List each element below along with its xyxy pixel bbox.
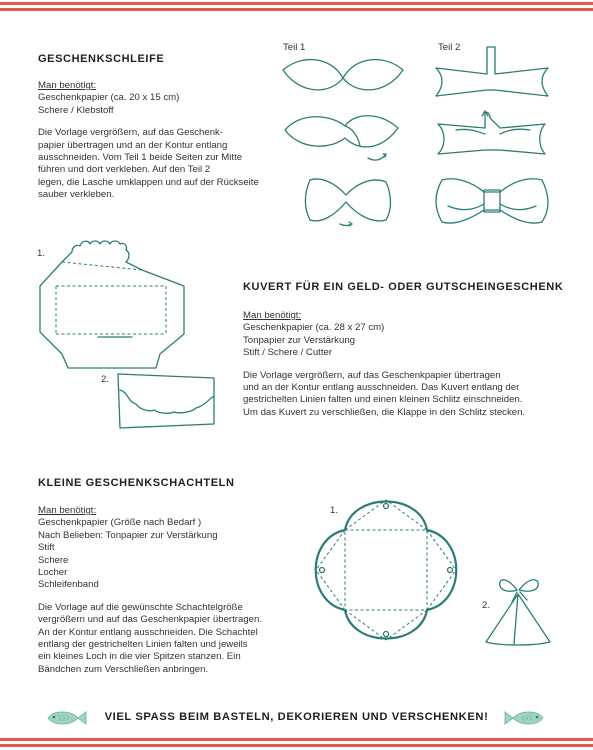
- instruction-line: und an der Kontur entlang ausschneiden. Das Kuvert entlang der: [243, 382, 520, 394]
- boxes-step1: 1.: [330, 505, 339, 516]
- envelope-step1: 1.: [37, 248, 46, 259]
- instruction-line: ein kleines Loch in die vier Spitzen stanzen. Ein: [38, 651, 241, 663]
- instruction-line: Bändchen zum Verschließen anbringen.: [38, 663, 209, 675]
- envelope-material: Tonpapier zur Verstärkung: [243, 334, 355, 346]
- instruction-line: An der Kontur entlang ausschneiden. Die Schachtel: [38, 626, 258, 638]
- boxes-material: Schere: [38, 554, 69, 566]
- instruction-line: vergrößern und auf das Geschenkpapier übertragen.: [38, 614, 262, 626]
- instruction-line: ausschneiden. Vom Teil 1 beide Seiten zur Mitte: [38, 152, 243, 164]
- boxes-need-label: Man benötigt:: [38, 505, 97, 516]
- instruction-line: führen und dort verkleben. Auf den Teil 2: [38, 164, 211, 176]
- bow-part1-label: Teil 1: [283, 42, 306, 53]
- footer-text: VIEL SPASS BEIM BASTELN, DEKORIEREN UND VERSCHENKEN!: [104, 711, 489, 723]
- instruction-line: legen, die Lasche umklappen und auf der Rückseite: [38, 176, 259, 188]
- bow-part2-label: Teil 2: [438, 42, 461, 53]
- bottom-stripe-2: [0, 744, 593, 747]
- instruction-line: gestrichelten Linien falten und einen kleinen Schlitz einschneiden.: [243, 394, 523, 406]
- bottom-stripe: [0, 738, 593, 741]
- boxes-material: Nach Belieben: Tonpapier zur Verstärkung: [38, 529, 218, 541]
- boxes-material: Stift: [38, 542, 55, 554]
- envelope-need-label: Man benötigt:: [243, 310, 302, 321]
- boxes-material: Schleifenband: [38, 579, 99, 591]
- instruction-line: entlang der gestrichelten Linien falten und jeweils: [38, 639, 248, 651]
- instruction-line: Die Vorlage vergrößern, auf das Geschenk-: [38, 127, 224, 139]
- boxes-title: KLEINE GESCHENKSCHACHTELN: [38, 477, 235, 489]
- bow-material: Schere / Klebstoff: [38, 104, 114, 116]
- boxes-step2: 2.: [482, 600, 491, 611]
- bow-title: GESCHENKSCHLEIFE: [38, 53, 165, 65]
- instruction-line: Die Vorlage auf die gewünschte Schachtelgröße: [38, 601, 243, 613]
- envelope-material: Stift / Schere / Cutter: [243, 347, 333, 359]
- instruction-line: papier übertragen und an der Kontur entlang: [38, 139, 228, 151]
- instruction-line: Um das Kuvert zu verschließen, die Klappe in den Schlitz stecken.: [243, 406, 526, 418]
- bow-need-label: Man benötigt:: [38, 80, 97, 91]
- fish-icon-right: [503, 708, 547, 728]
- boxes-material: Locher: [38, 567, 68, 579]
- instruction-line: sauber verkleben.: [38, 189, 115, 201]
- envelope-title: KUVERT FÜR EIN GELD- ODER GUTSCHEINGESCHENK: [243, 281, 564, 293]
- instruction-line: Die Vorlage vergrößern, auf das Geschenkpapier übertragen: [243, 369, 501, 381]
- envelope-step2: 2.: [101, 374, 110, 385]
- bow-material: Geschenkpapier (ca. 20 x 15 cm): [38, 92, 180, 104]
- boxes-material: Geschenkpapier (Größe nach Bedarf ): [38, 517, 202, 529]
- envelope-material: Geschenkpapier (ca. 28 x 27 cm): [243, 322, 385, 334]
